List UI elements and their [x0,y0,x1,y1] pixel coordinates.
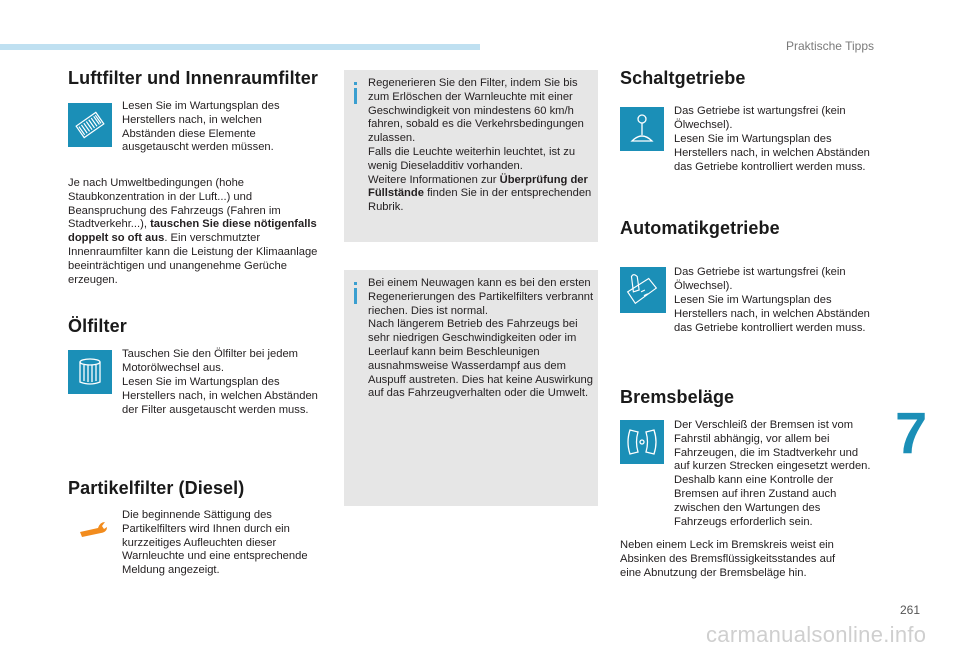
note1-line3-pre: Weitere Informationen zur [368,173,497,186]
schaltgetriebe-line1: Das Getriebe ist wartungsfrei (kein Ölwechsel). [674,105,846,131]
bremsbelaege-body: Neben einem Leck im Bremskreis weist ein Absinken des Bremsflüssigkeitsstandes auf eine Abnutzung der Bremsbeläge hin. [620,539,836,579]
schaltgetriebe-line2: Lesen Sie im Wartungsplan des Herstellers nach, in welchen Abständen das Getriebe kontrolliert werden muss. [674,133,870,173]
note1-line2: Falls die Leuchte weiterhin leuchtet, ist zu wenig Dieseladditiv vorhanden. [368,145,576,172]
note1-line3-bold: Überprüfung der Füllstände [368,173,588,200]
heading-oelfilter: Ölfilter [68,316,127,336]
automatikgetriebe-line2: Lesen Sie im Wartungsplan des Herstellers nach, in welchen Abständen das Getriebe kontrolliert werden muss. [674,294,870,334]
partikelfilter-icon-text: Die beginnende Sättigung des Partikelfilters wird Ihnen durch ein kurzzeitiges Aufleuchten dieser Warnleuchte und eine entsprechende Meldung angezeigt. [122,509,308,577]
oil-filter-icon [68,350,112,394]
luftfilter-body-post: . Ein verschmutzter Innenraumfilter kann die Leistung der Klimaanlage beeinträchtigen und unangenehme Gerüche erzeugen. [68,232,318,286]
luftfilter-icon-text: Lesen Sie im Wartungsplan des Herstellers nach, in welchen Abständen diese Elemente ausgetauscht werden müssen. [122,100,280,154]
luftfilter-body [68,177,320,287]
oelfilter-text-1: Tauschen Sie den Ölfilter bei jedem Motorölwechsel aus. [122,348,298,374]
brake-pads-icon [620,420,664,464]
watermark: carmanualsonline.info [706,622,927,647]
luftfilter-body-pre: Je nach Umweltbedingungen (hohe Staubkonzentration in der Luft...) und Beanspruchung des Fahrzeugs (Fahren im Stadtverkehr...), [68,177,281,231]
info-note-regeneration [344,70,598,242]
running-header: Praktische Tipps [785,39,874,53]
oelfilter-text-2: Lesen Sie im Wartungsplan des Herstellers nach, in welchen Abständen der Filter ausgetauscht werden muss. [122,376,318,416]
luftfilter-body-bold: tauschen Sie diese nötigenfalls doppelt so oft aus [68,218,317,245]
bremsbelaege-icon-text: Der Verschleiß der Bremsen ist vom Fahrstil abhängig, vor allem bei Fahrzeugen, die im Stadtverkehr und auf kurzen Strecken eingesetzt werden. Deshalb kann eine Kontrolle der Bremsen auf ihren Zustand auch zwischen den Wartungen des Fahrzeugs erforderlich sein. [674,419,871,528]
note1-line1: Regenerieren Sie den Filter, indem Sie bis zum Erlöschen der Warnleuchte mit einer Geschwindigkeit von mindestens 60 km/h fahren, sobald es die Verkehrsbedingungen zulassen. [368,77,584,145]
automatikgetriebe-line1: Das Getriebe ist wartungsfrei (kein Ölwechsel). [674,266,846,292]
header-accent-bar [0,44,480,50]
page-number: 261 [900,603,921,617]
note1-line3-post: finden Sie in der entsprechenden Rubrik. [368,187,592,214]
info-icon [354,282,357,285]
chapter-number: 7 [895,401,928,466]
note2-line2: Nach längerem Betrieb des Fahrzeugs bei sehr niedrigen Geschwindigkeiten oder im Leerlauf kann beim Beschleunigen ausnahmsweise Wasserdampf aus dem Auspuff austreten. Dies hat keine Auswirkung auf das Fahrzeugverhalten oder die Umwelt. [368,318,593,400]
gear-shift-icon [620,107,664,151]
note2-line1: Bei einem Neuwagen kann es bei den ersten Regenerierungen des Partikelfilters verbrannt riechen. Dies ist normal. [368,277,594,317]
heading-luftfilter: Luftfilter und Innenraumfilter [68,68,318,88]
heading-automatikgetriebe: Automatikgetriebe [620,218,780,238]
heading-partikelfilter: Partikelfilter (Diesel) [68,478,245,498]
info-icon [354,82,357,85]
heading-schaltgetriebe: Schaltgetriebe [620,68,746,88]
automatic-gear-selector-icon [620,267,666,313]
heading-bremsbelaege: Bremsbeläge [620,387,735,407]
air-filter-icon [68,103,112,147]
info-note-new-vehicle [344,270,598,506]
wrench-warning-icon [78,518,108,540]
